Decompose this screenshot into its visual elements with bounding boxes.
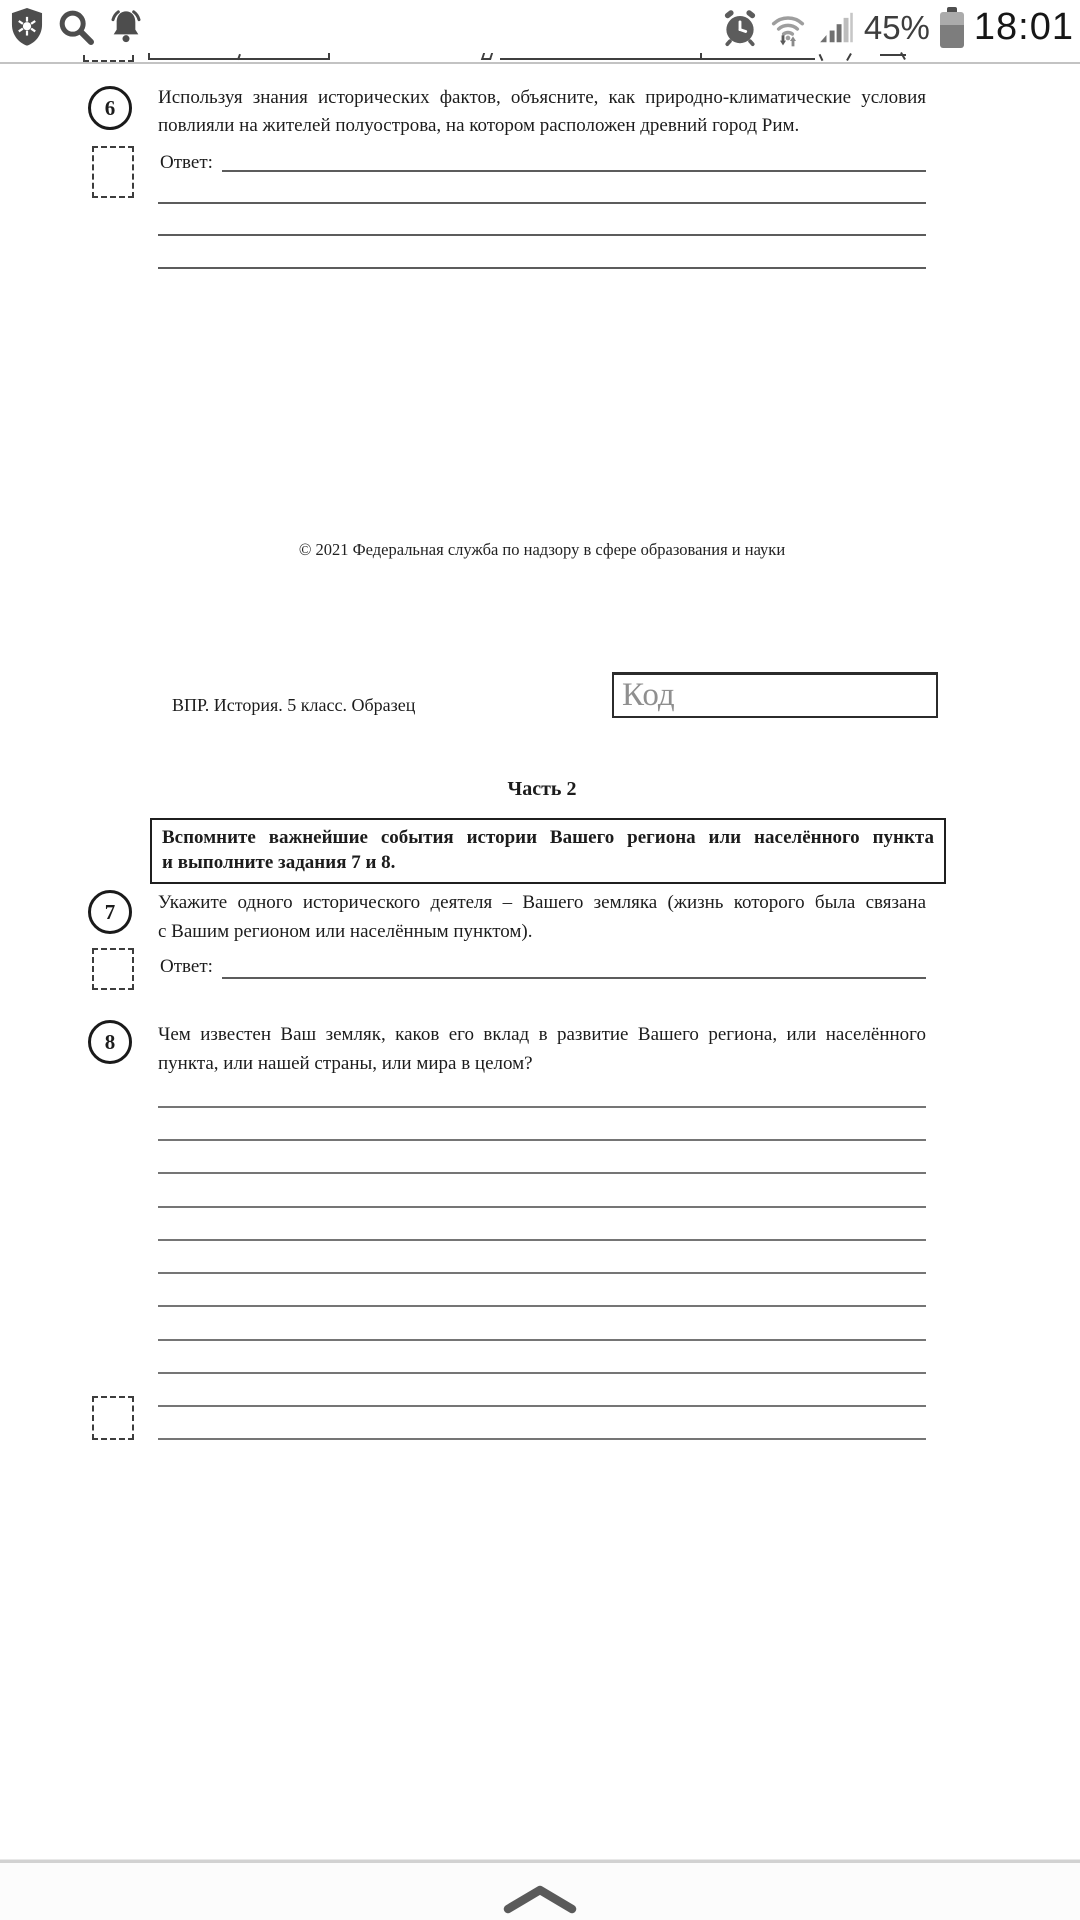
wifi-down-arrow xyxy=(780,35,786,45)
question-7-number xyxy=(88,890,132,934)
score-box-q8 xyxy=(92,1396,134,1440)
status-bar[interactable] xyxy=(0,0,1080,55)
battery-percent: 45% xyxy=(863,8,930,46)
status-bar-right xyxy=(721,0,1074,55)
fragment xyxy=(700,53,702,60)
answer-line xyxy=(158,1372,926,1374)
question-6-text xyxy=(158,84,926,140)
signal-bars-icon xyxy=(817,9,855,47)
answer-line xyxy=(158,1239,926,1241)
battery-icon xyxy=(939,6,965,50)
question-7-text xyxy=(158,888,926,946)
score-box-q6 xyxy=(92,146,134,198)
answer-line xyxy=(158,1339,926,1341)
fragment xyxy=(481,53,493,60)
question-6-number-label: 6 xyxy=(104,95,116,120)
search-icon xyxy=(56,7,96,47)
question-6-line1: Используя знания исторических фактов, объясните, как природно-климатические условия xyxy=(158,87,926,108)
answer-line xyxy=(158,1206,926,1208)
question-8-number-label: 8 xyxy=(104,1029,116,1054)
answer-line xyxy=(158,202,926,204)
question-7-line1: Укажите одного исторического деятеля – Вашего земляка (жизнь которого была связана xyxy=(158,892,926,913)
answer-line xyxy=(158,267,926,269)
score-box-q7 xyxy=(92,948,134,990)
alarm-clock-icon xyxy=(721,8,759,48)
answer-line xyxy=(222,170,926,172)
answer-label-q6: Ответ: xyxy=(160,152,213,173)
answer-line xyxy=(158,234,926,236)
fragment xyxy=(500,58,815,60)
antivirus-shield-icon xyxy=(8,6,46,48)
question-7-line2: с Вашим регионом или населённым пунктом). xyxy=(158,921,533,942)
page-header-title: ВПР. История. 5 класс. Образец xyxy=(172,695,416,715)
answer-line xyxy=(158,1272,926,1274)
wifi-updown-icon xyxy=(768,8,808,48)
answer-line xyxy=(158,1305,926,1307)
answer-line xyxy=(158,1139,926,1141)
question-8-number xyxy=(88,1020,132,1064)
copyright-line: © 2021 Федеральная служба по надзору в сфере образования и науки xyxy=(298,540,786,559)
question-6-number xyxy=(88,86,132,130)
answer-label-q7: Ответ: xyxy=(160,956,213,977)
answer-line xyxy=(158,1172,926,1174)
fragment xyxy=(328,53,330,60)
question-8-line1: Чем известен Ваш земляк, каков его вклад в развитие Вашего региона, или населённого xyxy=(158,1024,926,1045)
status-bar-left xyxy=(8,6,146,48)
answer-line xyxy=(158,1438,926,1440)
answer-line xyxy=(158,1405,926,1407)
code-field-label: Код xyxy=(622,677,675,713)
question-6-line2: повлияли на жителей полуострова, на котором расположен древний город Рим. xyxy=(158,115,800,136)
answer-line xyxy=(158,1106,926,1108)
part-2-title: Часть 2 xyxy=(507,778,577,800)
question-7-number-label: 7 xyxy=(104,899,116,924)
fragment xyxy=(83,55,134,62)
fragment xyxy=(148,53,150,60)
chevron-up-icon[interactable] xyxy=(502,1884,578,1916)
answer-line xyxy=(222,977,926,979)
notification-bell-icon xyxy=(106,7,146,47)
instruction-line2: и выполните задания 7 и 8. xyxy=(162,852,396,873)
instruction-box xyxy=(150,818,946,884)
clock-time: 18:01 xyxy=(973,6,1074,48)
code-field xyxy=(612,672,938,718)
wifi-up-arrow xyxy=(790,36,796,46)
question-8-line2: пункта, или нашей страны, или мира в целом? xyxy=(158,1053,533,1074)
page-separator-line xyxy=(0,62,1080,64)
question-8-text xyxy=(158,1020,926,1078)
instruction-line1: Вспомните важнейшие события истории Вашего региона или населённого пункта xyxy=(162,827,934,848)
